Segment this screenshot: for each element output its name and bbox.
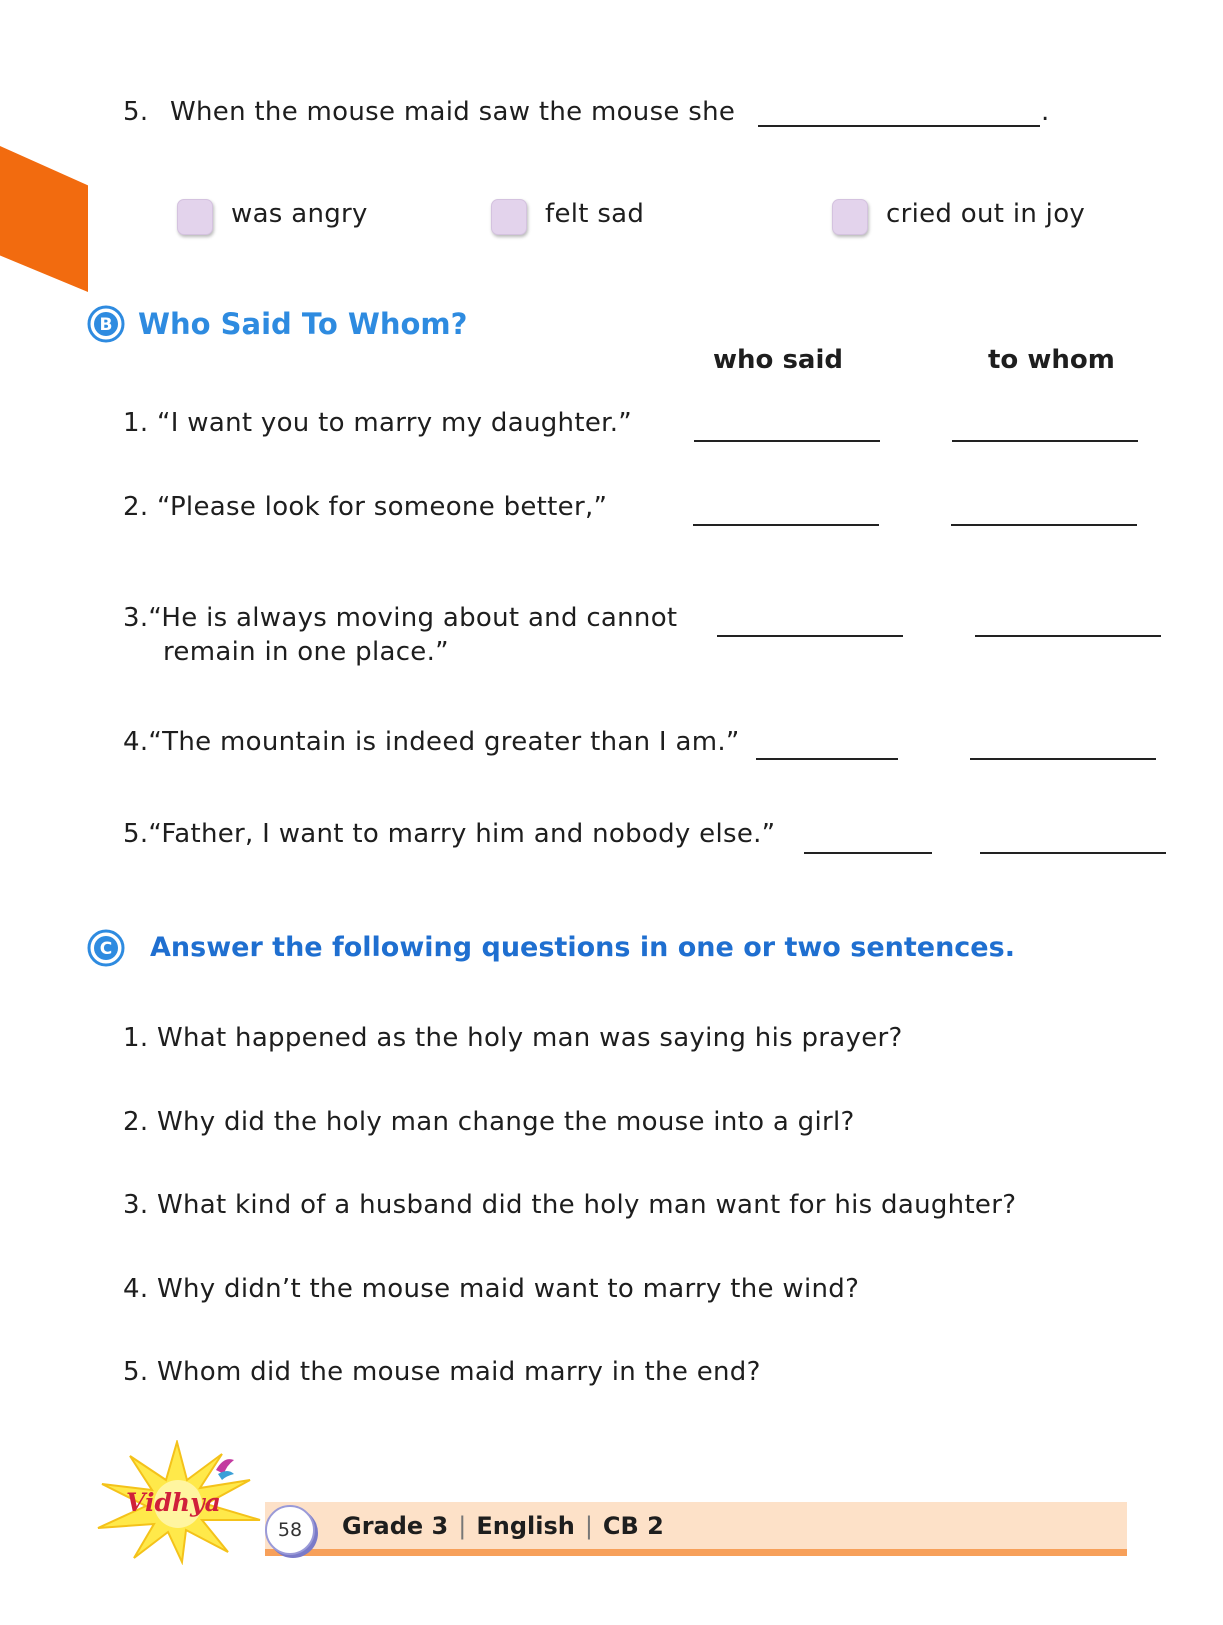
quote-1-to-whom-blank[interactable] bbox=[952, 440, 1138, 442]
quote-4: 4.“The mountain is indeed greater than I am.” bbox=[123, 727, 740, 757]
quote-2: 2. “Please look for someone better,” bbox=[123, 492, 608, 522]
quote-2-who-said-blank[interactable] bbox=[693, 524, 879, 526]
option-label-was-angry: was angry bbox=[231, 199, 368, 229]
quote-3-to-whom-blank[interactable] bbox=[975, 635, 1161, 637]
quote-1-who-said-blank[interactable] bbox=[694, 440, 880, 442]
quote-5-to-whom-blank[interactable] bbox=[980, 852, 1166, 854]
quote-1: 1. “I want you to marry my daughter.” bbox=[123, 408, 633, 438]
question-5-number: 5. bbox=[123, 97, 149, 127]
footer-separator: | bbox=[584, 1512, 593, 1540]
option-checkbox-was-angry[interactable] bbox=[177, 199, 213, 235]
quote-5: 5.“Father, I want to marry him and nobody else.” bbox=[123, 819, 776, 849]
section-b-badge-icon bbox=[86, 304, 126, 344]
quote-5-who-said-blank[interactable] bbox=[804, 852, 932, 854]
footer-book: CB 2 bbox=[602, 1512, 664, 1540]
footer-info bbox=[342, 1512, 664, 1540]
footer-separator: | bbox=[458, 1512, 467, 1540]
quote-4-who-said-blank[interactable] bbox=[756, 758, 898, 760]
quote-4-to-whom-blank[interactable] bbox=[970, 758, 1156, 760]
vidhya-logo-text: Vidhya bbox=[126, 1488, 221, 1517]
question-5-blank[interactable] bbox=[758, 125, 1040, 127]
section-b-badge-letter: B bbox=[99, 315, 113, 335]
option-checkbox-cried-out-in-joy[interactable] bbox=[832, 199, 868, 235]
question-c-5: 5. Whom did the mouse maid marry in the end? bbox=[123, 1357, 761, 1387]
question-c-1: 1. What happened as the holy man was saying his prayer? bbox=[123, 1023, 903, 1053]
quote-2-to-whom-blank[interactable] bbox=[951, 524, 1137, 526]
option-label-cried-out-in-joy: cried out in joy bbox=[886, 199, 1086, 229]
section-c-badge-letter: C bbox=[99, 939, 113, 959]
section-b-title: Who Said To Whom? bbox=[138, 307, 468, 341]
option-checkbox-felt-sad[interactable] bbox=[491, 199, 527, 235]
corner-flag bbox=[0, 146, 88, 292]
question-5-text: When the mouse maid saw the mouse she bbox=[170, 97, 736, 127]
column-header-who-said: who said bbox=[713, 345, 843, 375]
question-c-3: 3. What kind of a husband did the holy man want for his daughter? bbox=[123, 1190, 1017, 1220]
section-c-title: Answer the following questions in one or two sentences. bbox=[150, 932, 1015, 963]
option-label-felt-sad: felt sad bbox=[545, 199, 645, 229]
footer-grade: Grade 3 bbox=[342, 1512, 449, 1540]
page-number: 58 bbox=[265, 1505, 315, 1555]
column-header-to-whom: to whom bbox=[988, 345, 1115, 375]
question-c-2: 2. Why did the holy man change the mouse into a girl? bbox=[123, 1107, 855, 1137]
quote-3-line-2: remain in one place.” bbox=[163, 637, 449, 667]
quote-3-who-said-blank[interactable] bbox=[717, 635, 903, 637]
quote-3-line-1: 3.“He is always moving about and cannot bbox=[123, 603, 678, 633]
question-c-4: 4. Why didn’t the mouse maid want to marry the wind? bbox=[123, 1274, 860, 1304]
footer-subject: English bbox=[476, 1512, 575, 1540]
question-5-period: . bbox=[1041, 97, 1050, 127]
section-c-badge-icon bbox=[86, 928, 126, 968]
